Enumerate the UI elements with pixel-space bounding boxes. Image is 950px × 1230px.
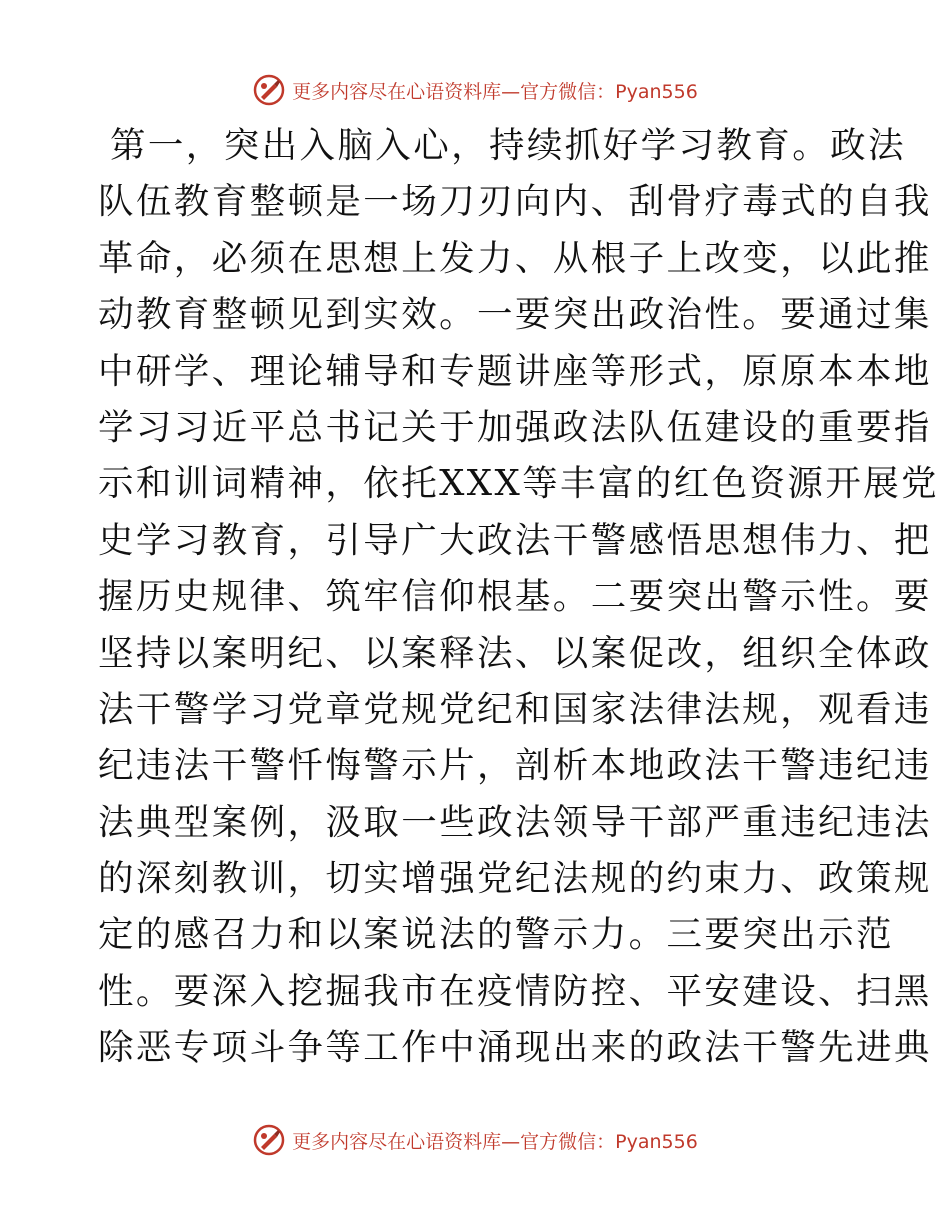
text-line-16: 性。要深入挖掘我市在疫情防控、平安建设、扫黑 [98,970,932,1012]
text-line-2: 队伍教育整顿是一场刀刃向内、刮骨疗毒式的自我 [98,181,932,223]
text-line-6: 学习习近平总书记关于加强政法队伍建设的重要指 [98,406,932,448]
watermark-text: 更多内容尽在心语资料库—官方微信：Pyan556 [292,80,698,103]
text-line-11: 法干警学习党章党规党纪和国家法律法规，观看违 [98,688,932,730]
text-line-15: 定的感召力和以案说法的警示力。三要突出示范 [98,914,894,956]
text-line-13: 法典型案例，汲取一些政法领导干部严重违纪违法 [98,801,932,843]
footer-watermark [0,1120,950,1160]
text-line-14: 的深刻教训，切实增强党纪法规的约束力、政策规 [98,858,932,900]
text-line-7: 示和训词精神，依托XXX等丰富的红色资源开展党 [98,463,940,505]
text-line-12: 纪违法干警忏悔警示片，剖析本地政法干警违纪违 [98,745,932,787]
text-line-10: 坚持以案明纪、以案释法、以案促改，组织全体政 [98,632,932,674]
text-line-17: 除恶专项斗争等工作中涌现出来的政法干警先进典 [98,1027,932,1069]
text-line-4: 动教育整顿见到实效。一要突出政治性。要通过集 [98,294,932,336]
header-watermark [0,70,950,110]
watermark-text: 更多内容尽在心语资料库—官方微信：Pyan556 [292,1130,698,1153]
text-line-1: 第一，突出入脑入心，持续抓好学习教育。政法 [110,125,906,166]
text-line-3: 革命，必须在思想上发力、从根子上改变，以此推 [98,237,932,279]
text-line-9: 握历史规律、筑牢信仰根基。二要突出警示性。要 [98,576,932,618]
watermark-logo-icon [252,73,286,107]
watermark-logo-icon [252,1123,286,1157]
text-line-5: 中研学、理论辅导和专题讲座等形式，原原本本地 [98,350,932,392]
document-body [98,118,940,1077]
text-line-8: 史学习教育，引导广大政法干警感悟思想伟力、把 [98,519,932,561]
